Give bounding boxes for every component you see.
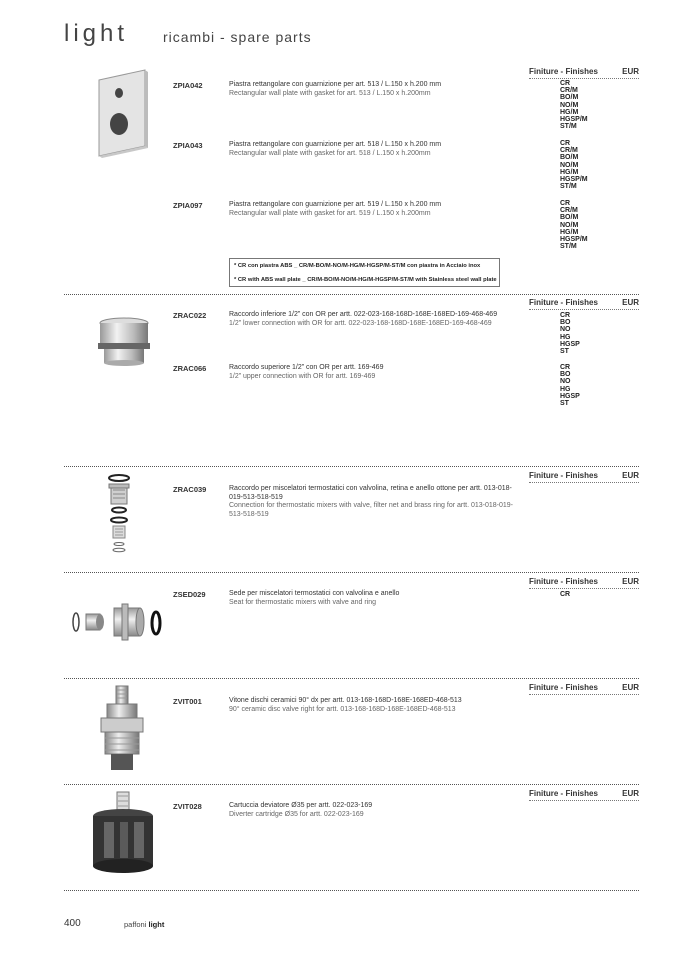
product-description: Cartuccia deviatore Ø35 per artt. 022-023-169 Diverter cartridge Ø35 for artt. 022-023-169 (229, 802, 373, 818)
product-code: ZVIT001 (173, 697, 202, 706)
eur-label: EUR (622, 67, 639, 76)
note-italian: * CR con piastra ABS _ CR/M-BO/M-NO/M-HG/M-HGSP/M-ST/M con piastra in Acciaio inox (234, 263, 481, 269)
section-divider (64, 466, 639, 467)
section-divider (64, 572, 639, 573)
product-code: ZRAC039 (173, 485, 207, 494)
diverter-cartridge-image (88, 792, 158, 876)
product-description: Raccordo inferiore 1/2” con OR per artt. 022-023-168-168D-168E-168ED-169-468-469 1/2” lower connection with OR for artt. 022-023-168-168D-168E-168ED-169-468-469 (229, 311, 498, 327)
product-code: ZSED029 (173, 590, 206, 599)
product-code: ZPIA043 (173, 141, 203, 150)
finishes-label: Finiture - Finishes (529, 67, 598, 76)
product-code: ZRAC022 (173, 311, 207, 320)
finishes-header: Finiture - Finishes EUR (529, 577, 639, 587)
product-description: Raccordo per miscelatori termostatici con valvolina, retina e anello ottone per artt. 013-018-019-513-518-519 Connection for thermostatic mixers with valve, filter net and brass ring for artt. 013-018-019-513-518-519 (229, 485, 514, 518)
finishes-list: CR CR/M BO/M NO/M HG/M HGSP/M ST/M (560, 80, 588, 131)
product-code: ZPIA042 (173, 81, 203, 90)
finishes-list: CR CR/M BO/M NO/M HG/M HGSP/M ST/M (560, 200, 588, 251)
thermostatic-connection-image (104, 474, 134, 560)
product-description: Raccordo superiore 1/2” con OR per artt. 169-469 1/2” upper connection with OR for artt. 169-469 (229, 364, 384, 380)
footer-brand: paffoni light (124, 920, 165, 929)
finishes-header: Finiture - Finishes EUR (529, 298, 639, 308)
product-description: Vitone dischi ceramici 90° dx per artt. 013-168-168D-168E-168ED-468-513 90° ceramic disc valve right for artt. 013-168-168D-168E-168ED-468-513 (229, 697, 462, 713)
finishes-list: CR BO NO HG HGSP ST (560, 364, 580, 408)
finishes-header: Finiture - Finishes EUR (529, 471, 639, 481)
section-divider (64, 784, 639, 785)
product-code: ZPIA097 (173, 201, 203, 210)
product-description: Sede per miscelatori termostatici con valvolina e anello Seat for thermostatic mixers with valve and ring (229, 590, 400, 606)
finishes-list: CR CR/M BO/M NO/M HG/M HGSP/M ST/M (560, 140, 588, 191)
finishes-list: CR BO NO HG HGSP ST (560, 312, 580, 356)
note-english: * CR with ABS wall plate _ CR/M-BO/M-NO/M-HG/M-HGSP/M-ST/M with Stainless steel wall plate (234, 277, 497, 283)
wall-plate-image (95, 68, 150, 158)
finishes-header: Finiture - Finishes EUR (529, 683, 639, 693)
thermostatic-seat-image (70, 602, 170, 642)
product-description: Piastra rettangolare con guarnizione per art. 519 / L.150 x h.200 mm Rectangular wall plate with gasket for art. 519 / L.150 x h.200mm (229, 201, 442, 217)
section-divider (64, 890, 639, 891)
ceramic-disc-valve-image (97, 686, 147, 772)
section-divider (64, 678, 639, 679)
product-description: Piastra rettangolare con guarnizione per art. 513 / L.150 x h.200 mm Rectangular wall plate with gasket for art. 513 / L.150 x h.200mm (229, 81, 442, 97)
brand-title: light (64, 20, 129, 47)
lower-connection-image (96, 317, 152, 367)
note-box (229, 258, 500, 287)
product-description: Piastra rettangolare con guarnizione per art. 518 / L.150 x h.200 mm Rectangular wall plate with gasket for art. 518 / L.150 x h.200mm (229, 141, 442, 157)
product-code: ZVIT028 (173, 802, 202, 811)
page-number: 400 (64, 918, 81, 929)
page-subtitle: ricambi - spare parts (163, 29, 312, 45)
product-code: ZRAC066 (173, 364, 207, 373)
finishes-list: CR (560, 591, 571, 598)
section-divider (64, 294, 639, 295)
finishes-header: Finiture - Finishes EUR (529, 789, 639, 799)
finishes-header (529, 67, 639, 77)
